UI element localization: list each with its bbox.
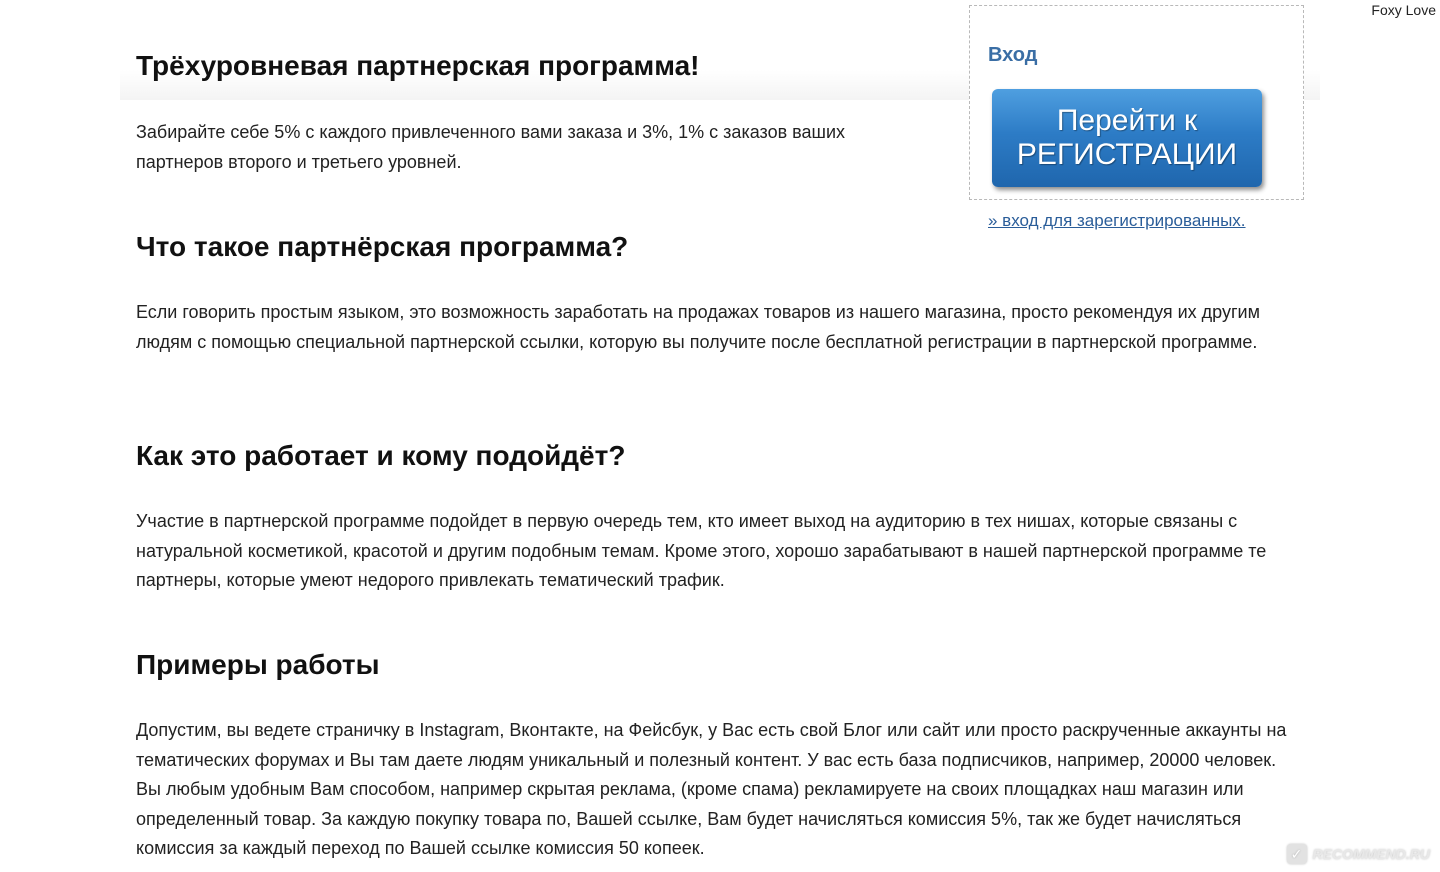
login-panel: [969, 5, 1304, 200]
register-button-line1: Перейти к: [1056, 104, 1198, 137]
registered-login-link[interactable]: » вход для зарегистрированных.: [988, 211, 1246, 230]
section-text-what: Если говорить простым языком, это возможность заработать на продажах товаров из нашего магазина, просто рекомендуя их другим людям с помощью специальной партнерской ссылки, которую вы получите после бесплатной регистрации в партнерской программе.: [136, 302, 1260, 352]
section-heading-what: Что такое партнёрская программа?: [136, 231, 629, 262]
username-label[interactable]: Foxy Love: [1371, 2, 1436, 18]
intro-paragraph: Забирайте себе 5% с каждого привлеченного вами заказа и 3%, 1% с заказов ваших партнеров второго и третьего уровней.: [136, 122, 846, 172]
section-text-examples: Допустим, вы ведете страничку в Instagram, Вконтакте, на Фейсбук, у Вас есть свой Блог или сайт или просто раскрученные аккаунты на тематических форумах и Вы там даете людям уникальный и полезный контент. У вас есть база подписчиков, например, 20000 человек. Вы любым удобным Вам способом, например скрытая реклама, (кроме спама) рекламируете на своих площадках наш магазин или определенный товар. За каждую покупку товара по, Вашей ссылке, Вам будет начисляться комиссия 5%, так же будет начисляться комиссия за каждый переход по Вашей ссылке комиссия 50 копеек.: [136, 720, 1287, 858]
register-button-line2: РЕГИСТРАЦИИ: [1016, 138, 1238, 171]
page-title: Трёхуровневая партнерская программа!: [136, 50, 700, 81]
watermark: [1287, 844, 1430, 864]
section-heading-how: Как это работает и кому подойдёт?: [136, 440, 626, 471]
register-button[interactable]: [992, 89, 1262, 187]
section-text-how: Участие в партнерской программе подойдет в первую очередь тем, кто имеет выход на аудиторию в тех нишах, которые связаны с натуральной косметикой, красотой и другим подобным темам. Кроме этого, хорошо зарабатывают в нашей партнерской программе те партнеры, которые умеют недорого привлекать тематический трафик.: [136, 511, 1267, 590]
recommend-logo-icon: ✓: [1287, 844, 1307, 864]
section-heading-examples: Примеры работы: [136, 649, 380, 680]
watermark-text: RECOMMEND.RU: [1312, 846, 1430, 862]
login-title: Вход: [988, 44, 1038, 66]
